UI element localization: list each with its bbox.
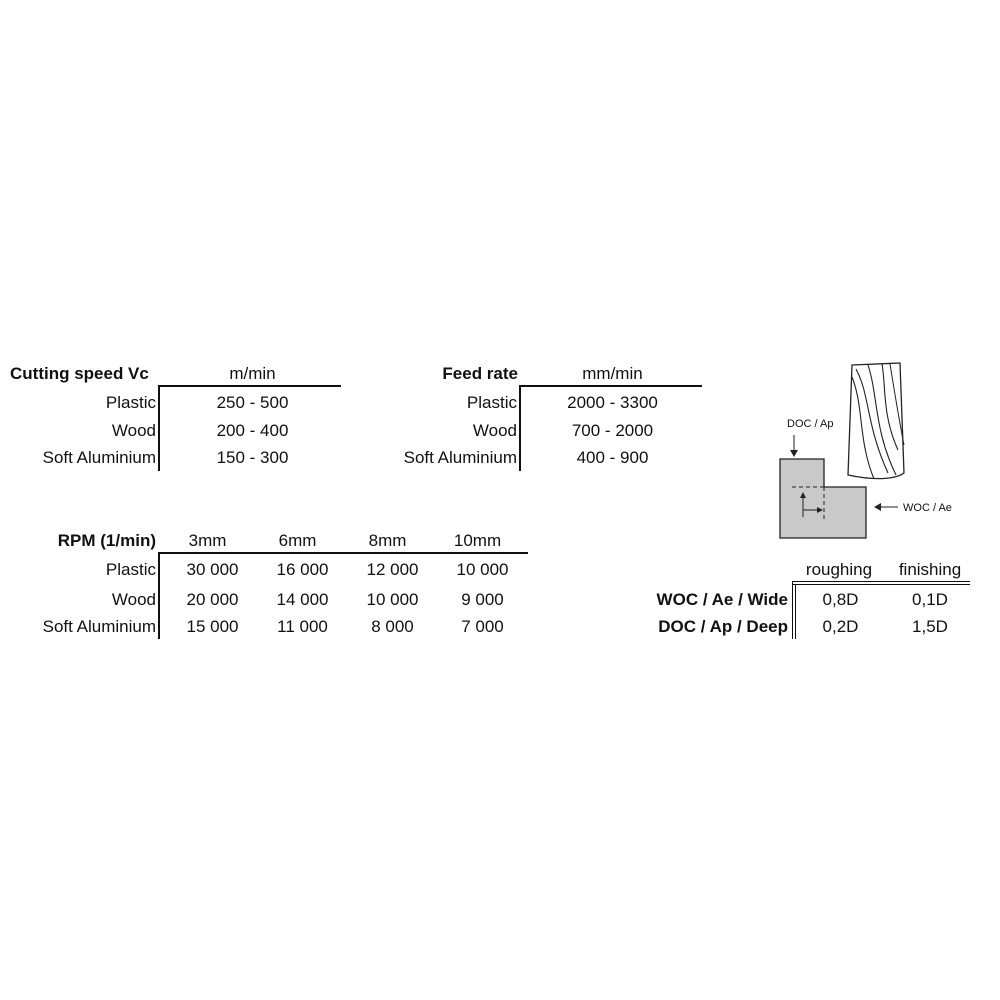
rpm-column-header: 3mm <box>188 531 227 550</box>
rpm-value: 9 000 <box>461 590 504 609</box>
rpm-value: 15 000 <box>186 617 239 636</box>
rpm-column-header: 6mm <box>278 531 317 550</box>
end-mill-engagement-diagram <box>770 355 970 555</box>
table-row-rule <box>158 552 160 639</box>
doc-arrowhead <box>790 450 798 457</box>
rpm-title: RPM (1/min) <box>57 531 156 550</box>
engagement-column-header: roughing <box>805 560 873 579</box>
table-header-rule <box>792 584 970 585</box>
rpm-value: 10 000 <box>366 590 419 609</box>
material-label: Wood <box>111 421 156 440</box>
feed-rate-value: 2000 - 3300 <box>567 393 658 412</box>
table-row-rule <box>519 385 521 471</box>
table-row-rule <box>795 584 796 639</box>
material-label: Plastic <box>466 393 517 412</box>
table-header-rule <box>158 552 528 554</box>
doc-ap-label: DOC / Ap <box>787 418 834 430</box>
rpm-value: 7 000 <box>461 617 504 636</box>
feed-rate-unit: mm/min <box>582 364 643 383</box>
cutting-speed-title: Cutting speed Vc <box>10 364 149 383</box>
rpm-value: 11 000 <box>277 617 328 636</box>
table-header-rule <box>158 385 341 387</box>
material-label: Plastic <box>105 560 156 579</box>
rpm-value: 16 000 <box>276 560 329 579</box>
end-mill-tool <box>848 363 904 479</box>
material-label: Plastic <box>105 393 156 412</box>
rpm-value: 14 000 <box>276 590 329 609</box>
rpm-value: 8 000 <box>371 617 414 636</box>
material-label: Wood <box>472 421 517 440</box>
engagement-row-label: DOC / Ap / Deep <box>658 617 788 636</box>
engagement-column-header: finishing <box>898 560 962 579</box>
rpm-column-header: 8mm <box>368 531 407 550</box>
cutting-speed-value: 150 - 300 <box>216 448 289 467</box>
material-label: Wood <box>111 590 156 609</box>
woc-ae-label: WOC / Ae <box>903 502 952 514</box>
engagement-value: 0,8D <box>822 590 859 609</box>
rpm-value: 20 000 <box>186 590 239 609</box>
diagram-drawing <box>770 355 970 555</box>
feed-rate-title: Feed rate <box>442 364 518 383</box>
cutting-speed-value: 200 - 400 <box>216 421 289 440</box>
table-header-rule <box>519 385 702 387</box>
engagement-value: 0,2D <box>822 617 859 636</box>
engagement-value: 1,5D <box>912 617 948 636</box>
rpm-value: 12 000 <box>366 560 419 579</box>
table-row-rule <box>792 581 793 639</box>
engagement-value: 0,1D <box>912 590 948 609</box>
engagement-row-label: WOC / Ae / Wide <box>656 590 788 609</box>
feed-rate-value: 400 - 900 <box>576 448 649 467</box>
material-label: Soft Aluminium <box>403 448 517 467</box>
rpm-column-header: 10mm <box>453 531 502 550</box>
table-row-rule <box>158 385 160 471</box>
feed-rate-value: 700 - 2000 <box>571 421 654 440</box>
table-header-rule <box>792 581 970 582</box>
cutting-speed-unit: m/min <box>229 364 276 383</box>
material-label: Soft Aluminium <box>42 617 156 636</box>
woc-arrowhead <box>874 503 881 511</box>
cutting-speed-value: 250 - 500 <box>216 393 289 412</box>
material-label: Soft Aluminium <box>42 448 156 467</box>
rpm-value: 30 000 <box>186 560 239 579</box>
rpm-value: 10 000 <box>456 560 509 579</box>
